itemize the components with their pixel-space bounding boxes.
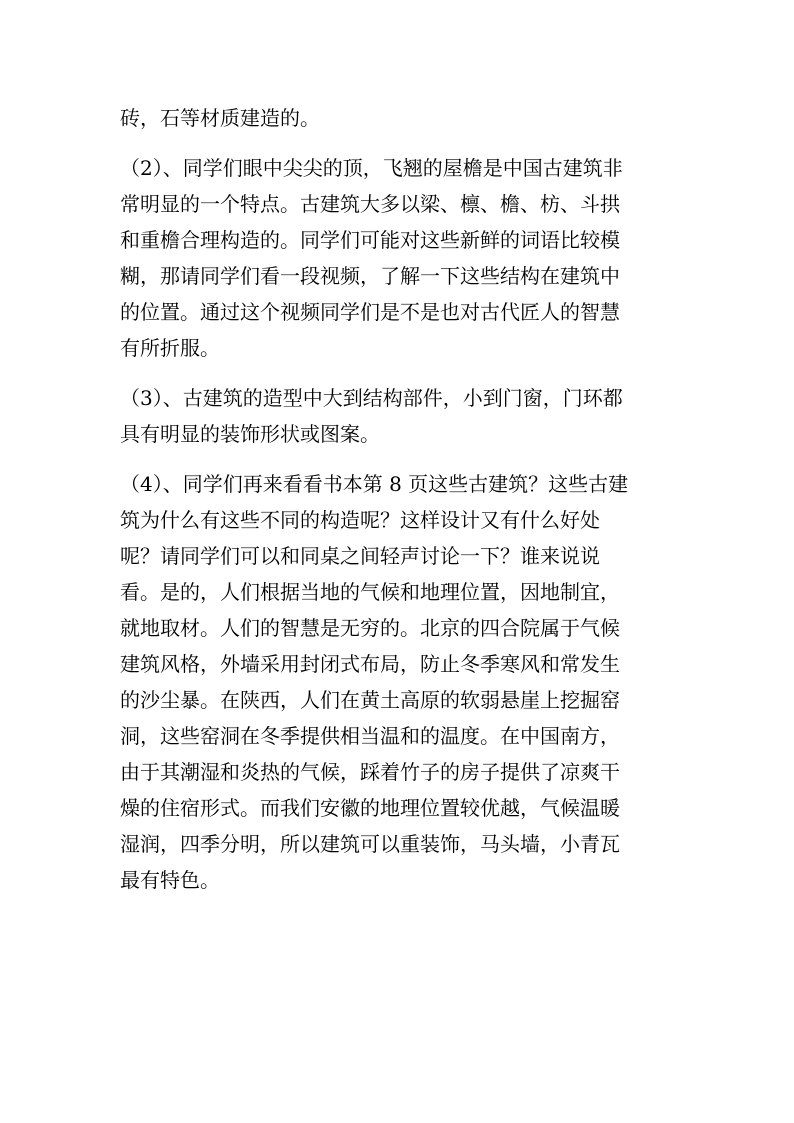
text-line: 和重檐合理构造的。同学们可能对这些新鲜的词语比较模 — [120, 228, 620, 252]
document-body — [120, 100, 660, 898]
text-line: 燥的住宿形式。而我们安徽的地理位置较优越，气候温暖 — [120, 796, 620, 820]
paragraph-1 — [120, 100, 660, 136]
text-line: 建筑风格，外墙采用封闭式布局，防止冬季寒风和常发生 — [120, 652, 620, 676]
text-line: 砖，石等材质建造的。 — [120, 106, 320, 130]
paragraph-4 — [120, 466, 660, 898]
text-line: （3）、古建筑的造型中大到结构部件，小到门窗，门环都 — [120, 386, 623, 410]
text-line: 洞，这些窑洞在冬季提供相当温和的温度。在中国南方， — [120, 724, 620, 748]
text-line: 呢？请同学们可以和同桌之间轻声讨论一下？谁来说说 — [120, 544, 600, 568]
text-line: （4）、同学们再来看看书本第 8 页这些古建筑？这些古建 — [120, 472, 629, 496]
paragraph-3 — [120, 380, 660, 452]
text-line: 的位置。通过这个视频同学们是不是也对古代匠人的智慧 — [120, 300, 620, 324]
text-line: （2）、同学们眼中尖尖的顶，飞翘的屋檐是中国古建筑非 — [120, 156, 623, 180]
text-line: 的沙尘暴。在陕西，人们在黄土高原的软弱悬崖上挖掘窑 — [120, 688, 620, 712]
paragraph-spacer — [120, 366, 660, 380]
text-line: 具有明显的装饰形状或图案。 — [120, 422, 380, 446]
paragraph-spacer — [120, 136, 660, 150]
paragraph-2 — [120, 150, 660, 366]
paragraph-spacer — [120, 452, 660, 466]
text-line: 糊，那请同学们看一段视频，了解一下这些结构在建筑中 — [120, 264, 620, 288]
text-line: 就地取材。人们的智慧是无穷的。北京的四合院属于气候 — [120, 616, 620, 640]
text-line: 看。是的，人们根据当地的气候和地理位置，因地制宜， — [120, 580, 620, 604]
text-line: 由于其潮湿和炎热的气候，踩着竹子的房子提供了凉爽干 — [120, 760, 620, 784]
text-line: 筑为什么有这些不同的构造呢？这样设计又有什么好处 — [120, 508, 600, 532]
text-line: 最有特色。 — [120, 868, 220, 892]
text-line: 有所折服。 — [120, 336, 220, 360]
text-line: 湿润，四季分明，所以建筑可以重装饰，马头墙，小青瓦 — [120, 832, 620, 856]
text-line: 常明显的一个特点。古建筑大多以梁、檩、檐、枋、斗拱 — [120, 192, 620, 216]
